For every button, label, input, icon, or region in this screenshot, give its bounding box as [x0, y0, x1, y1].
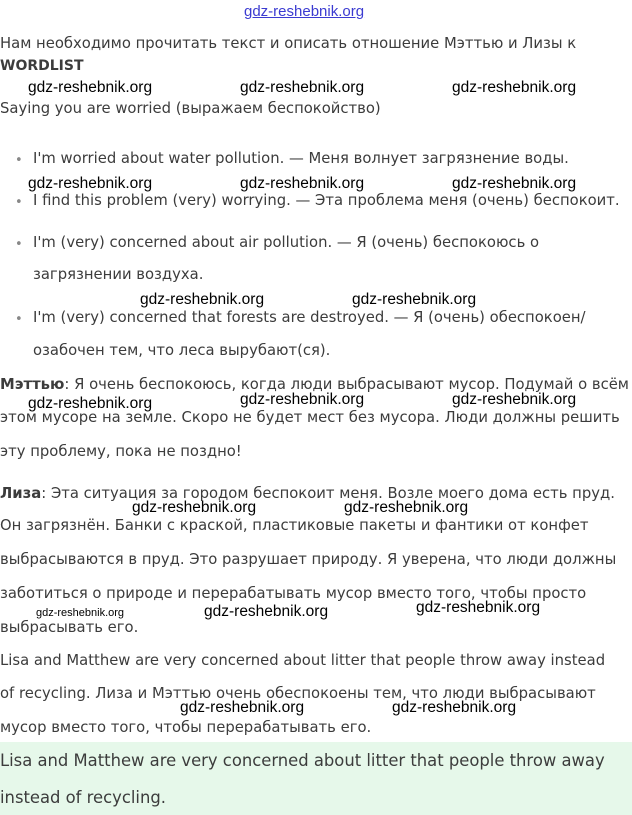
- list-item-continuation: загрязнении воздуха.: [33, 266, 204, 283]
- matthew-line-3: эту проблему, пока не поздно!: [0, 443, 242, 460]
- answer-line-2: instead of recycling.: [0, 788, 166, 807]
- watermark: gdz-reshebnik.org: [28, 79, 153, 96]
- summary-line-1: Lisa and Matthew are very concerned about litter that people throw away instead: [0, 652, 606, 669]
- summary-line-3: мусор вместо того, чтобы перерабатывать его.: [0, 719, 372, 736]
- watermark: gdz-reshebnik.org: [204, 603, 329, 620]
- watermark: gdz-reshebnik.org: [36, 607, 125, 619]
- watermark: gdz-reshebnik.org: [352, 291, 477, 308]
- site-link[interactable]: gdz-reshebnik.org: [244, 3, 365, 20]
- bullet-dot: •: [15, 237, 23, 252]
- watermark: gdz-reshebnik.org: [180, 699, 305, 716]
- watermark: gdz-reshebnik.org: [132, 499, 257, 516]
- speaker-name-matthew: Мэттью: [0, 376, 65, 393]
- bullet-dot: •: [15, 312, 23, 327]
- watermark: gdz-reshebnik.org: [344, 499, 469, 516]
- bullet-dot: •: [15, 195, 23, 210]
- watermark: gdz-reshebnik.org: [452, 79, 577, 96]
- list-item: I find this problem (very) worrying. — Эта проблема меня (очень) беспокоит.: [33, 192, 620, 209]
- matthew-text: : Я очень беспокоюсь, когда люди выбрасывают мусор. Подумай о всём: [64, 376, 629, 393]
- watermark: gdz-reshebnik.org: [240, 391, 365, 408]
- matthew-line-2: этом мусоре на земле. Скоро не будет мест без мусора. Люди должны решить: [0, 409, 620, 426]
- lisa-line-2: Он загрязнён. Банки с краской, пластиковые пакеты и фантики от конфет: [0, 517, 589, 534]
- lisa-line-3: выбрасываются в пруд. Это разрушает природу. Я уверена, что люди должны: [0, 551, 617, 568]
- list-item: I'm (very) concerned that forests are destroyed. — Я (очень) обеспокоен/: [33, 309, 586, 326]
- watermark: gdz-reshebnik.org: [452, 391, 577, 408]
- list-item: I'm worried about water pollution. — Меня волнует загрязнение воды.: [33, 150, 569, 167]
- lisa-text: : Эта ситуация за городом беспокоит меня. Возле моего дома есть пруд.: [41, 485, 615, 502]
- wordlist-subheading: Saying you are worried (выражаем беспокойство): [0, 100, 381, 117]
- watermark: gdz-reshebnik.org: [240, 79, 365, 96]
- answer-line-1: Lisa and Matthew are very concerned about litter that people throw away: [0, 751, 605, 770]
- list-item-continuation: озабочен тем, что леса вырубают(ся).: [33, 342, 331, 359]
- watermark: gdz-reshebnik.org: [140, 291, 265, 308]
- watermark: gdz-reshebnik.org: [28, 175, 153, 192]
- speaker-name-lisa: Лиза: [0, 485, 42, 502]
- list-item: I'm (very) concerned about air pollution. — Я (очень) беспокоюсь о: [33, 234, 540, 251]
- answer-box: [0, 742, 632, 815]
- summary-line-2: of recycling. Лиза и Мэттью очень обеспокоены тем, что люди выбрасывают: [0, 685, 596, 702]
- wordlist-label: WORDLIST: [0, 58, 84, 74]
- watermark: gdz-reshebnik.org: [416, 599, 541, 616]
- watermark: gdz-reshebnik.org: [392, 699, 517, 716]
- bullet-dot: •: [15, 153, 23, 168]
- watermark: gdz-reshebnik.org: [452, 175, 577, 192]
- lisa-line-5: выбрасывать его.: [0, 619, 139, 636]
- task-instruction: Нам необходимо прочитать текст и описать отношение Мэттью и Лизы к: [0, 35, 577, 52]
- watermark: gdz-reshebnik.org: [240, 175, 365, 192]
- lisa-line-4: заботиться о природе и перерабатывать мусор вместо того, чтобы просто: [0, 585, 587, 602]
- lisa-line-1: [0, 485, 615, 503]
- watermark: gdz-reshebnik.org: [28, 395, 153, 412]
